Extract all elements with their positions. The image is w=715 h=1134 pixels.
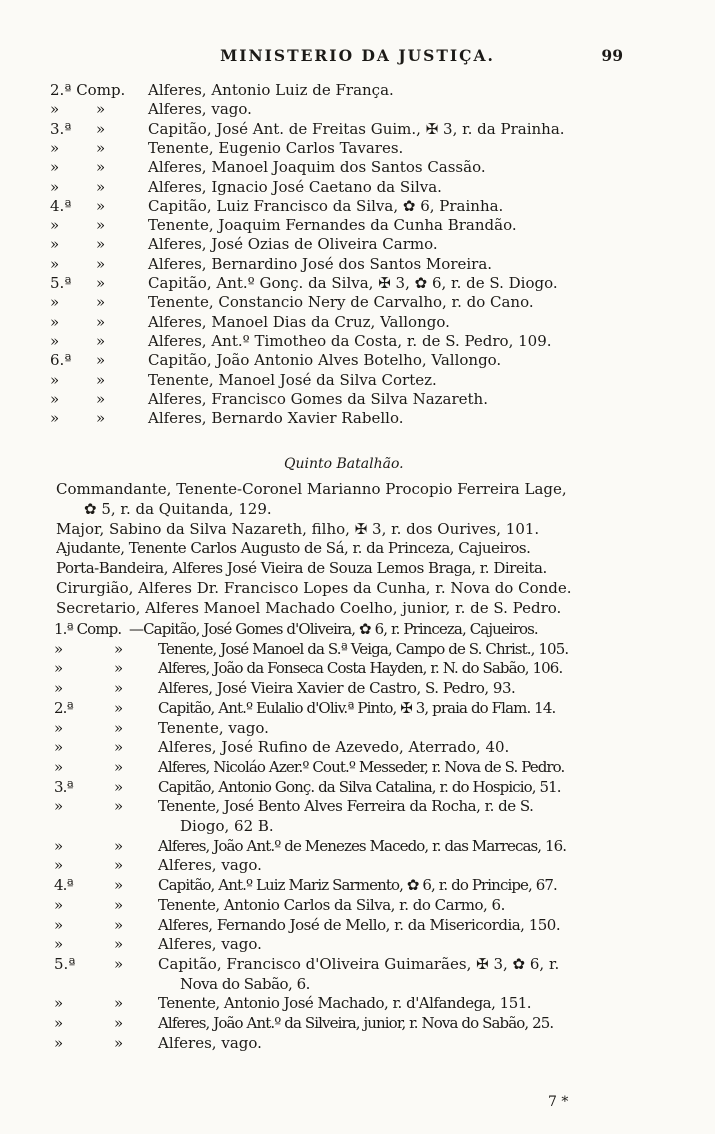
staff-entry: Ajudante, Tenente Carlos Augusto de Sá, r. da Princeza, Cajueiros. [56, 539, 531, 558]
list-item [50, 196, 690, 216]
list-item [54, 954, 692, 974]
list-item [50, 389, 690, 409]
ditto-mark: » [96, 389, 106, 408]
page-number: 99 [601, 46, 623, 65]
company-number: » [54, 718, 64, 737]
ditto-mark: » [96, 216, 106, 235]
company-number: » [50, 370, 60, 389]
ditto-mark: » [96, 370, 106, 389]
officer-entry: Alferes, José Vieira Xavier de Castro, S. Pedro, 93. [158, 679, 516, 698]
list-item [54, 718, 692, 738]
staff-entry: Commandante, Tenente-Coronel Marianno Procopio Ferreira Lage, [56, 480, 567, 498]
officer-entry: Nova do Sabão, 6. [180, 974, 310, 993]
list-item [50, 408, 690, 428]
officer-entry: Alferes, Bernardo Xavier Rabello. [148, 409, 404, 428]
list-item [54, 737, 692, 757]
officer-entry: Alferes, João Ant.º de Menezes Macedo, r. das Marrecas, 16. [158, 836, 567, 855]
list-item [50, 273, 690, 293]
company-number: » [50, 312, 60, 331]
ditto-mark: » [114, 1014, 123, 1032]
list-item [54, 777, 692, 797]
officer-entry: Tenente, Manoel José da Silva Cortez. [148, 370, 437, 389]
ditto-mark: » [114, 698, 123, 717]
list-item [54, 855, 692, 875]
list-item [50, 80, 690, 100]
officer-entry: Tenente, Constancio Nery de Carvalho, r. do Cano. [148, 293, 534, 312]
company-number: 6.ª [50, 351, 72, 370]
company-number: » [54, 1033, 64, 1052]
company-number: » [50, 158, 60, 177]
ditto-mark: » [114, 777, 123, 796]
officer-entry: Tenente, Joaquim Fernandes da Cunha Brandão. [148, 216, 517, 235]
company-number: » [54, 915, 63, 934]
ditto-mark: » [96, 158, 106, 177]
list-item [54, 993, 692, 1013]
ditto-mark: » [96, 274, 106, 292]
company-number: 2.ª Comp. [50, 81, 126, 99]
list-item [54, 757, 692, 777]
ditto-mark: » [114, 659, 123, 678]
officer-entry: Alferes, Nicoláo Azer.º Cout.º Messeder, r. Nova de S. Pedro. [158, 757, 565, 776]
list-item [54, 915, 692, 935]
list-item [54, 698, 692, 718]
company-number: » [50, 389, 60, 408]
list-item [54, 836, 692, 856]
ditto-mark: » [114, 679, 123, 698]
officer-entry: Capitão, João Antonio Alves Botelho, Vallongo. [148, 351, 502, 370]
list-item [50, 138, 690, 158]
company-number: » [50, 100, 60, 119]
staff-entry: Cirurgião, Alferes Dr. Francisco Lopes da Cunha, r. Nova do Conde. [56, 579, 572, 597]
list-item [50, 215, 690, 235]
company-number: » [54, 797, 63, 816]
ditto-mark: » [114, 718, 124, 737]
list-item [50, 292, 690, 312]
officer-entry: Tenente, José Manoel da S.ª Veiga, Campo de S. Christ., 105. [158, 639, 569, 658]
company-number: » [54, 935, 64, 954]
officer-entry: Alferes, Manoel Joaquim dos Santos Cassão. [148, 158, 486, 177]
officer-entry: Alferes, Francisco Gomes da Silva Nazareth. [148, 389, 488, 408]
ditto-mark: » [96, 351, 106, 370]
ditto-mark: » [114, 935, 124, 954]
ditto-mark: » [96, 312, 106, 331]
company-number: 5.ª [50, 274, 72, 292]
officer-entry: Alferes, vago. [148, 100, 252, 119]
list-item [54, 796, 692, 816]
company-number: » [54, 659, 63, 678]
ditto-mark: » [96, 196, 106, 215]
officer-entry: Tenente, José Bento Alves Ferreira da Rocha, r. de S. [158, 797, 534, 816]
company-number: » [54, 757, 63, 776]
ditto-mark: » [96, 138, 106, 157]
list-item [50, 157, 690, 177]
list-item [54, 875, 692, 895]
ditto-mark: » [114, 915, 123, 934]
list-item [50, 350, 690, 370]
officer-entry: Alferes, João Ant.º da Silveira, junior, r. Nova do Sabão, 25. [158, 1014, 554, 1032]
company-number: » [50, 409, 60, 428]
section-subtitle: Quinto Batalhão. [284, 456, 404, 472]
company-number: » [54, 1014, 63, 1032]
ditto-mark: » [114, 639, 123, 658]
staff-entry: ✿ 5, r. da Quitanda, 129. [84, 499, 272, 518]
ditto-mark: » [96, 100, 106, 119]
ditto-mark: » [114, 738, 124, 757]
officer-entry: Alferes, vago. [158, 856, 262, 875]
officer-entry: Alferes, Ant.º Timotheo da Costa, r. de S. Pedro, 109. [148, 331, 552, 350]
officer-entry: Alferes, Antonio Luiz de França. [148, 81, 394, 99]
page-title: MINISTERIO DA JUSTIÇA. [220, 46, 495, 65]
list-item [54, 639, 692, 659]
officer-entry: Capitão, Ant.º Luiz Mariz Sarmento, ✿ 6, r. do Principe, 67. [158, 876, 557, 895]
list-item [50, 99, 690, 119]
list-item [54, 934, 692, 954]
ditto-mark: » [96, 293, 106, 312]
page-header [0, 46, 715, 68]
list-item [54, 895, 692, 915]
company-number: 4.ª [54, 876, 73, 895]
ditto-mark: » [96, 409, 106, 428]
officer-entry: Alferes, Fernando José de Mello, r. da Misericordia, 150. [158, 915, 561, 934]
company-number: » [50, 293, 60, 312]
company-number: 1.ª Comp. [54, 620, 122, 638]
list-item [50, 254, 690, 274]
list-item [54, 816, 692, 836]
list-item [50, 331, 690, 351]
list-item [50, 119, 690, 139]
ditto-mark: » [114, 836, 123, 855]
company-number: » [54, 856, 64, 875]
list-item [54, 619, 692, 639]
officer-entry: —Capitão, José Gomes d'Oliveira, ✿ 6, r. Princeza, Cajueiros. [129, 620, 538, 638]
staff-entry: Secretario, Alferes Manoel Machado Coelho, junior, r. de S. Pedro. [56, 598, 562, 617]
company-number: » [54, 994, 63, 1013]
ditto-mark: » [96, 119, 106, 138]
ditto-mark: » [114, 895, 123, 914]
ditto-mark: » [114, 1033, 124, 1052]
company-number: » [50, 235, 60, 254]
officer-entry: Capitão, José Ant. de Freitas Guim., ✠ 3, r. da Prainha. [148, 119, 565, 138]
officer-entry: Alferes, Bernardino José dos Santos Moreira. [148, 254, 493, 273]
ditto-mark: » [114, 797, 123, 816]
ditto-mark: » [114, 876, 123, 895]
officer-entry: Alferes, vago. [158, 935, 262, 954]
officer-entry: Tenente, Antonio José Machado, r. d'Alfandega, 151. [158, 994, 532, 1013]
list-item [54, 974, 692, 994]
list-item [50, 177, 690, 197]
company-number: » [50, 254, 60, 273]
list-item [54, 678, 692, 698]
officer-entry: Capitão, Luiz Francisco da Silva, ✿ 6, Prainha. [148, 196, 504, 215]
company-number: » [50, 216, 60, 235]
company-number: » [54, 836, 63, 855]
company-number: 4.ª [50, 196, 72, 215]
ditto-mark: » [114, 954, 124, 973]
company-number: » [50, 177, 60, 196]
company-number: » [54, 895, 63, 914]
company-number: » [54, 639, 63, 658]
list-item [50, 370, 690, 390]
ditto-mark: » [114, 856, 124, 875]
list-item [54, 1013, 692, 1033]
ditto-mark: » [114, 757, 123, 776]
list-item [50, 234, 690, 254]
staff-entry: Porta-Bandeira, Alferes José Vieira de Souza Lemos Braga, r. Direita. [56, 559, 547, 578]
ditto-mark: » [114, 994, 123, 1013]
company-number: 5.ª [54, 954, 76, 973]
company-number: » [54, 679, 63, 698]
ditto-mark: » [96, 177, 106, 196]
list-item [54, 658, 692, 678]
ditto-mark: » [96, 235, 106, 254]
officer-entry: Alferes, vago. [158, 1033, 262, 1052]
officer-entry: Alferes, José Rufino de Azevedo, Aterrado, 40. [158, 738, 510, 757]
company-number: » [50, 138, 60, 157]
officer-entry: Capitão, Francisco d'Oliveira Guimarães, ✠ 3, ✿ 6, r. [158, 954, 560, 973]
officer-entry: Alferes, Manoel Dias da Cruz, Vallongo. [148, 312, 450, 331]
ditto-mark: » [96, 331, 106, 350]
officer-entry: Capitão, Ant.º Eulalio d'Oliv.ª Pinto, ✠ 3, praia do Flam. 14. [158, 698, 556, 717]
officer-entry: Capitão, Antonio Gonç. da Silva Catalina, r. do Hospicio, 51. [158, 777, 561, 796]
list-item [50, 312, 690, 332]
company-number: 3.ª [50, 119, 72, 138]
company-number: 3.ª [54, 777, 73, 796]
officer-entry: Tenente, Eugenio Carlos Tavares. [148, 138, 404, 157]
officer-entry: Tenente, vago. [158, 718, 269, 737]
ditto-mark: » [96, 254, 106, 273]
staff-entry: Major, Sabino da Silva Nazareth, filho, ✠ 3, r. dos Ourives, 101. [56, 519, 540, 538]
signature-mark: 7 * [548, 1094, 569, 1110]
officer-entry: Alferes, Ignacio José Caetano da Silva. [148, 177, 442, 196]
officer-entry: Alferes, João da Fonseca Costa Hayden, r. N. do Sabão, 106. [158, 659, 563, 678]
list-item [54, 1033, 692, 1053]
officer-entry: Tenente, Antonio Carlos da Silva, r. do Carmo, 6. [158, 895, 505, 914]
officer-entry: Diogo, 62 B. [180, 817, 274, 835]
officer-entry: Alferes, José Ozias de Oliveira Carmo. [148, 235, 438, 254]
company-number: 2.ª [54, 698, 73, 717]
officer-entry: Capitão, Ant.º Gonç. da Silva, ✠ 3, ✿ 6, r. de S. Diogo. [148, 274, 558, 292]
company-number: » [54, 738, 64, 757]
company-number: » [50, 331, 60, 350]
